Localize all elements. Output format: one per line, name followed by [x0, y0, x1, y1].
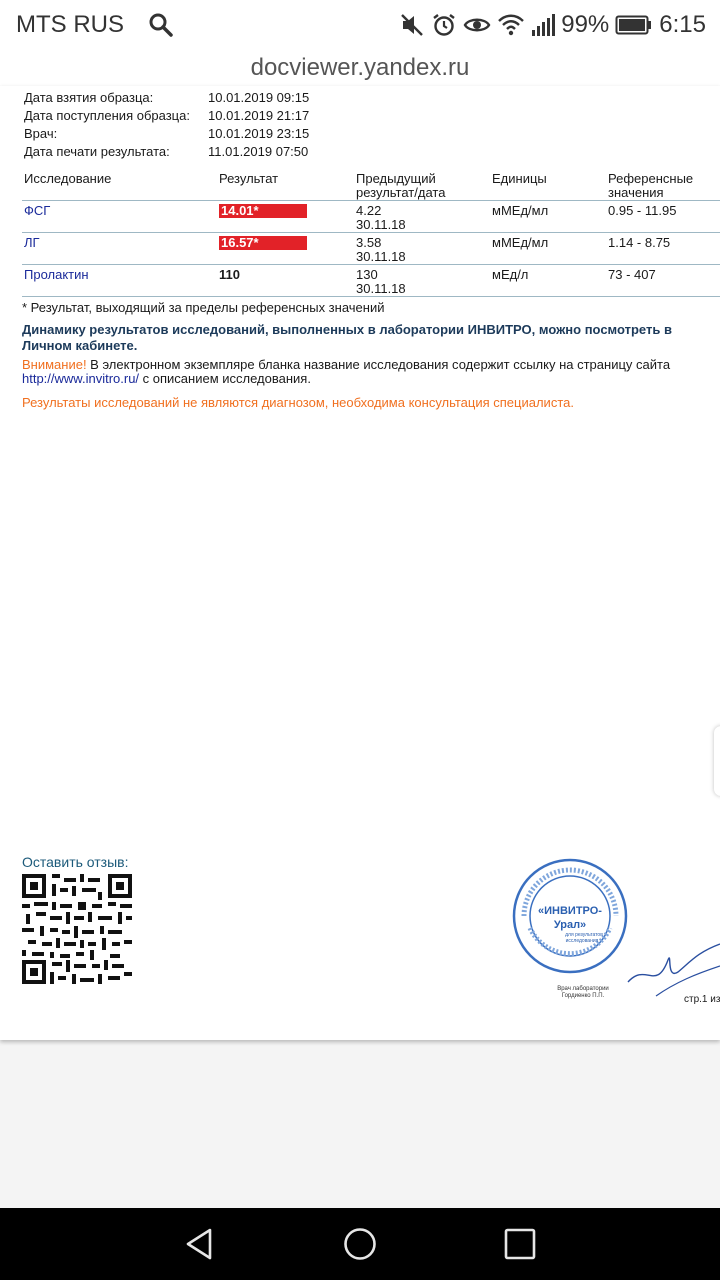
units-cell: мМЕд/мл — [492, 203, 549, 218]
header-result: Результат — [219, 171, 279, 186]
signature — [626, 922, 720, 1002]
signer-line1: Врач лаборатории — [557, 986, 609, 992]
attention-note — [22, 358, 712, 386]
previous-cell — [356, 204, 406, 232]
navigation-bar — [0, 1208, 720, 1280]
clock: 6:15 — [659, 11, 706, 38]
signer-info — [550, 986, 616, 1000]
recent-apps-icon[interactable] — [502, 1226, 538, 1262]
disclaimer: Результаты исследований не являются диагнозом, необходима консультация специалиста. — [22, 395, 574, 410]
attention-text: В электронном экземпляре бланка название исследования содержит ссылку на страницу сайта — [86, 357, 671, 372]
page-number: стр.1 из — [684, 994, 720, 1005]
meta-label: Врач: — [24, 126, 58, 141]
table-row — [22, 264, 720, 297]
header-study: Исследование — [24, 171, 112, 186]
table-row — [22, 232, 720, 264]
header-units: Единицы — [492, 171, 547, 186]
header-previous-line2: результат/дата — [356, 185, 446, 200]
footnote: * Результат, выходящий за пределы референсных значений — [22, 300, 385, 315]
signal-icon — [531, 12, 555, 38]
study-link-prolactin[interactable]: Пролактин — [24, 267, 89, 282]
study-link-fsh[interactable]: ФСГ — [24, 203, 51, 218]
reference-cell: 73 - 407 — [608, 267, 656, 282]
carrier-name: MTS RUS — [16, 11, 124, 38]
stamp-center-line2: Урал» — [553, 919, 587, 931]
document-page[interactable] — [0, 86, 720, 1040]
header-previous-line1: Предыдущий — [356, 171, 436, 186]
study-link-lh[interactable]: ЛГ — [24, 235, 40, 250]
site-link[interactable]: http://www.invitro.ru/ — [22, 371, 140, 386]
previous-date: 30.11.18 — [356, 281, 406, 296]
attention-label: Внимание! — [22, 357, 87, 372]
qr-code[interactable] — [22, 874, 132, 984]
units-cell: мЕд/л — [492, 267, 529, 282]
home-icon[interactable] — [342, 1226, 378, 1262]
meta-row — [24, 108, 424, 126]
stamp-sub-line2: исследования — [565, 938, 599, 944]
result-cell — [219, 204, 307, 218]
reference-cell: 1.14 - 8.75 — [608, 235, 671, 250]
units-cell: мМЕд/мл — [492, 235, 549, 250]
previous-value: 4.22 — [356, 203, 382, 218]
status-icons — [399, 10, 706, 40]
search-icon[interactable] — [148, 12, 174, 38]
stamp-sub-line1: для результатов — [565, 932, 603, 938]
meta-row — [24, 126, 424, 144]
previous-date: 30.11.18 — [356, 217, 406, 232]
reference-cell: 0.95 - 11.95 — [608, 203, 677, 218]
url-text[interactable]: docviewer.yandex.ru — [250, 54, 470, 81]
back-icon[interactable] — [182, 1226, 218, 1262]
previous-value: 130 — [356, 267, 378, 282]
scroll-handle[interactable] — [714, 726, 720, 796]
meta-value: 10.01.2019 21:17 — [208, 108, 310, 123]
meta-label: Дата поступления образца: — [24, 108, 190, 123]
signer-line2: Гордиенко П.П. — [561, 993, 605, 999]
meta-value: 11.01.2019 07:50 — [208, 144, 309, 159]
wifi-icon — [497, 12, 525, 38]
battery-percent: 99% — [561, 11, 610, 38]
status-bar — [0, 0, 720, 50]
sample-info — [24, 90, 424, 162]
result-cell — [219, 236, 307, 250]
header-reference — [608, 172, 693, 200]
flagged-result: 14.01* — [219, 204, 307, 218]
mute-icon — [399, 12, 425, 38]
result-cell: 110 — [219, 267, 240, 282]
stamp-center-line1: «ИНВИТРО- — [538, 905, 602, 917]
previous-value: 3.58 — [356, 235, 382, 250]
header-reference-line1: Референсные — [608, 171, 694, 186]
flagged-result: 16.57* — [219, 236, 307, 250]
meta-label: Дата взятия образца: — [24, 90, 154, 105]
laboratory-stamp — [510, 856, 630, 976]
meta-label: Дата печати результата: — [24, 144, 170, 159]
previous-cell — [356, 236, 406, 264]
results-table — [22, 170, 720, 297]
header-reference-line2: значения — [608, 185, 664, 200]
meta-row — [24, 144, 424, 162]
feedback-label: Оставить отзыв: — [22, 854, 129, 870]
meta-value: 10.01.2019 23:15 — [208, 126, 310, 141]
eye-icon — [463, 12, 491, 38]
alarm-icon — [431, 12, 457, 38]
meta-value: 10.01.2019 09:15 — [208, 90, 310, 105]
previous-cell — [356, 268, 406, 296]
dynamics-note: Динамику результатов исследований, выполненных в лаборатории ИНВИТРО, можно посмотреть в Личном кабинете. — [22, 322, 672, 353]
header-previous — [356, 172, 445, 200]
table-header — [22, 170, 720, 200]
table-row — [22, 200, 720, 232]
battery-icon — [615, 14, 653, 36]
previous-date: 30.11.18 — [356, 249, 406, 264]
site-link-suffix: с описанием исследования. — [139, 371, 311, 386]
meta-row — [24, 90, 424, 108]
address-bar[interactable] — [0, 50, 720, 86]
